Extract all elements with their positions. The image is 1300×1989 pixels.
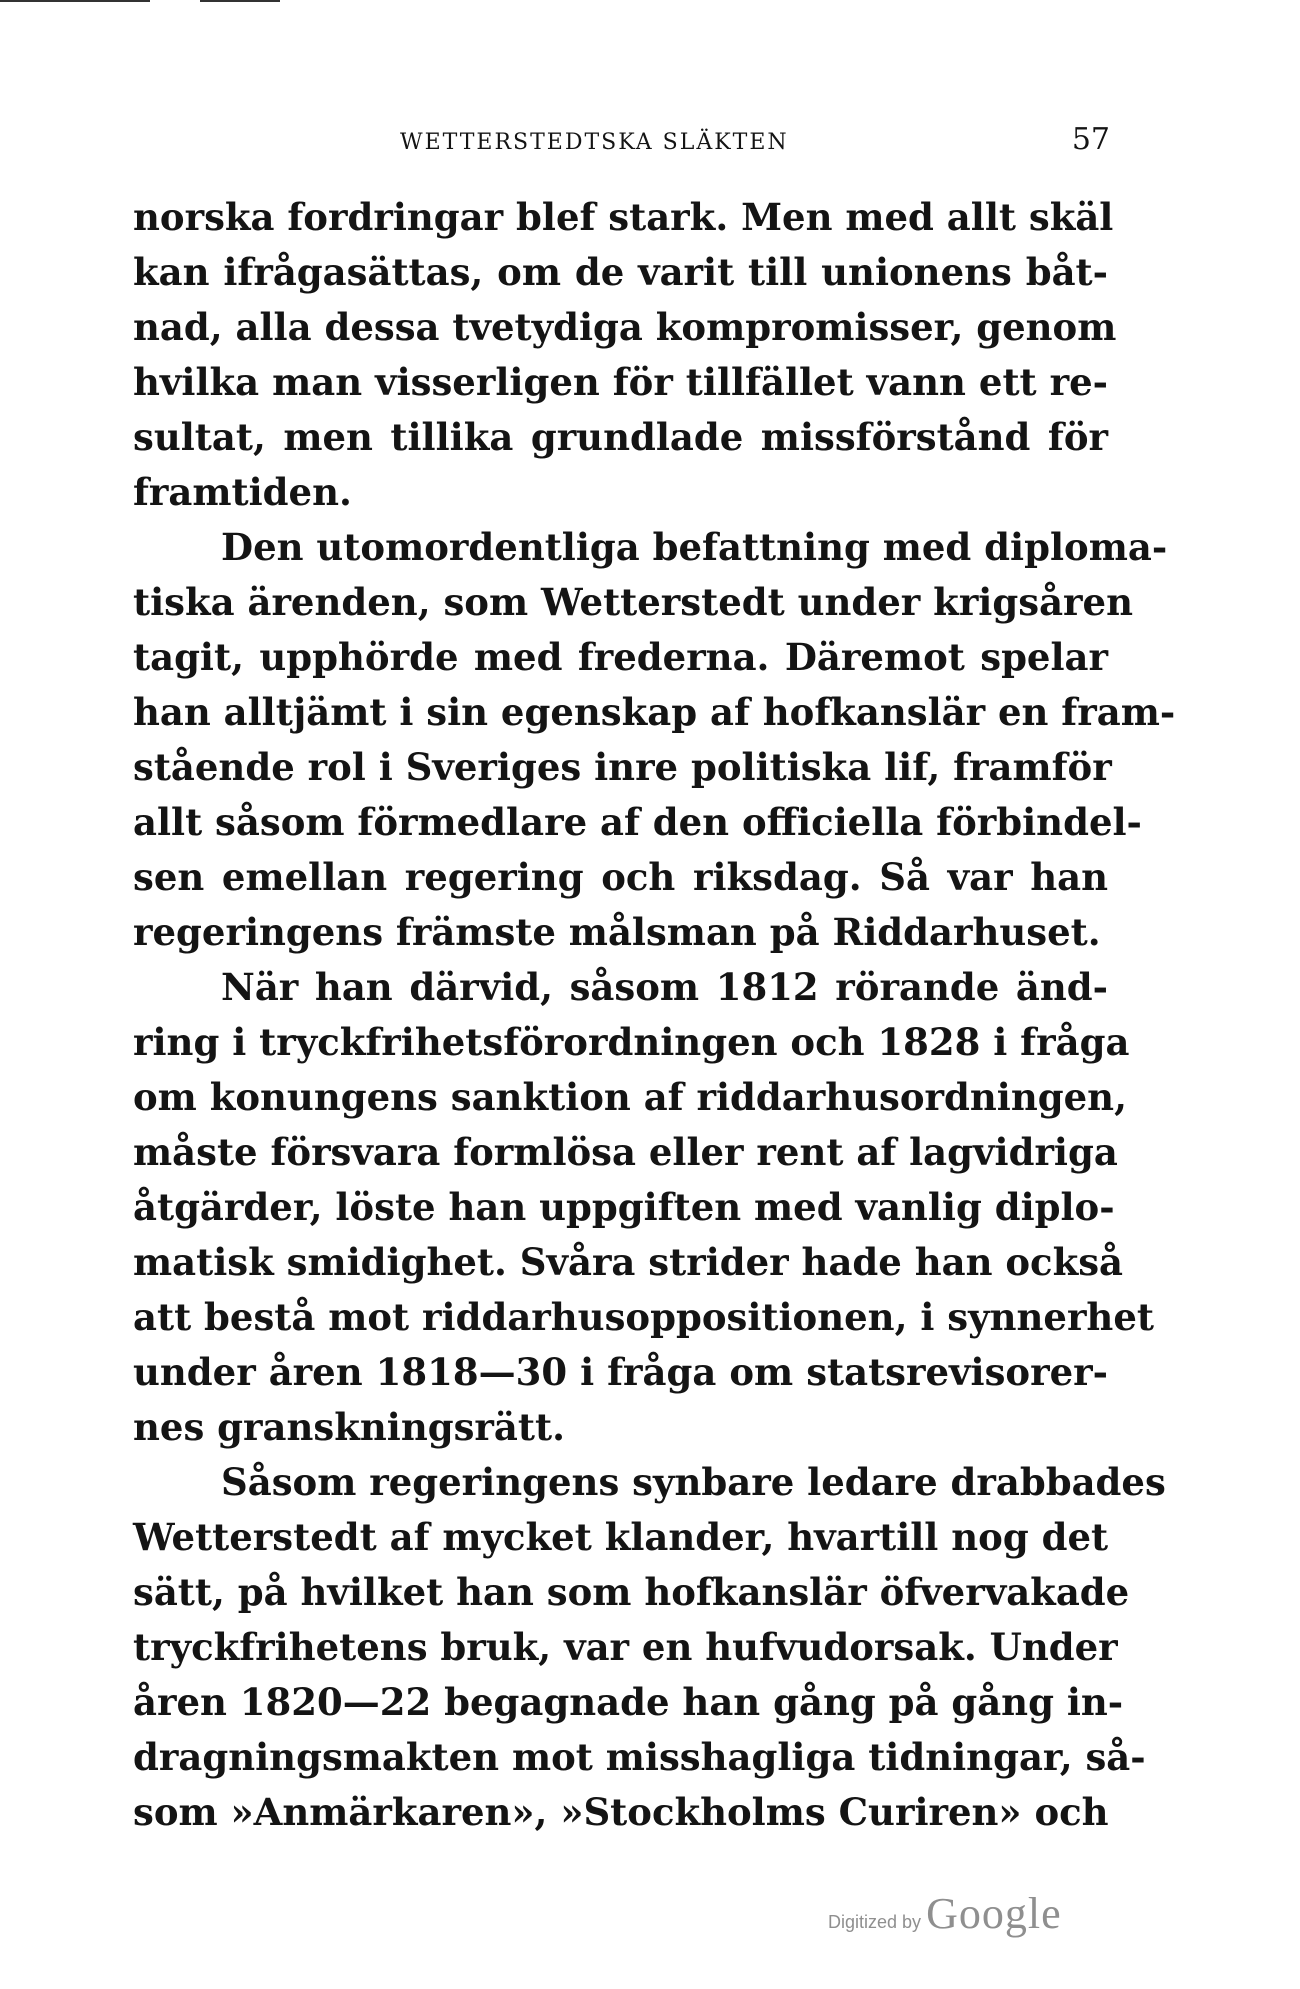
body-text bbox=[133, 190, 1176, 1840]
text-line: måste försvara formlösa eller rent af lagvidriga bbox=[133, 1130, 1118, 1174]
scan-edge-mark bbox=[0, 0, 150, 2]
text-line: ring i tryckfrihetsförordningen och 1828 i fråga bbox=[133, 1020, 1130, 1064]
text-line: stående rol i Sveriges inre politiska lif, framför bbox=[133, 745, 1112, 789]
text-line: tagit, upphörde med frederna. Däremot spelar bbox=[133, 635, 1108, 679]
text-line: regeringens främste målsman på Riddarhuset. bbox=[133, 910, 1101, 954]
text-line: allt såsom förmedlare af den officiella förbindel- bbox=[133, 800, 1142, 844]
running-header bbox=[135, 122, 1110, 162]
text-line: sultat, men tillika grundlade missförstånd för bbox=[133, 415, 1108, 459]
text-line: tryckfrihetens bruk, var en hufvudorsak. Under bbox=[133, 1625, 1118, 1669]
text-line: Såsom regeringens synbare ledare drabbades bbox=[221, 1460, 1166, 1504]
text-line: om konungens sanktion af riddarhusordningen, bbox=[133, 1075, 1127, 1119]
text-line: att bestå mot riddarhusoppositionen, i synnerhet bbox=[133, 1295, 1154, 1339]
watermark-brand-logo: Google bbox=[926, 1889, 1062, 1938]
text-line: När han därvid, såsom 1812 rörande änd- bbox=[221, 965, 1108, 1009]
watermark-prefix: Digitized by bbox=[828, 1912, 922, 1932]
text-line: sen emellan regering och riksdag. Så var han bbox=[133, 855, 1108, 899]
scan-edge-mark bbox=[200, 0, 280, 2]
text-line: norska fordringar blef stark. Men med allt skäl bbox=[133, 195, 1114, 239]
digitized-watermark bbox=[828, 1888, 1062, 1948]
text-line: kan ifrågasättas, om de varit till unionens båt- bbox=[133, 250, 1108, 294]
text-line: dragningsmakten mot misshagliga tidningar, så- bbox=[133, 1735, 1146, 1779]
text-line: framtiden. bbox=[133, 470, 352, 514]
paragraph bbox=[133, 1455, 1166, 1840]
running-title: WETTERSTEDTSKA SLÄKTEN bbox=[400, 130, 789, 155]
text-line: som »Anmärkaren», »Stockholms Curiren» och bbox=[133, 1790, 1109, 1834]
text-line: han alltjämt i sin egenskap af hofkanslär en fram- bbox=[133, 690, 1176, 734]
paragraph bbox=[133, 960, 1154, 1455]
text-line: Wetterstedt af mycket klander, hvartill nog det bbox=[133, 1515, 1109, 1559]
text-line: nad, alla dessa tvetydiga kompromisser, genom bbox=[133, 305, 1117, 349]
text-line: matisk smidighet. Svåra strider hade han också bbox=[133, 1240, 1124, 1284]
text-line: hvilka man visserligen för tillfället vann ett re- bbox=[133, 360, 1108, 404]
text-line: tiska ärenden, som Wetterstedt under krigsåren bbox=[133, 580, 1133, 624]
paragraph bbox=[133, 520, 1176, 960]
paragraph bbox=[133, 190, 1117, 520]
text-line: sätt, på hvilket han som hofkanslär öfvervakade bbox=[133, 1570, 1130, 1614]
page-number: 57 bbox=[1071, 122, 1110, 157]
text-line: under åren 1818—30 i fråga om statsrevisorer- bbox=[133, 1350, 1108, 1394]
text-line: åtgärder, löste han uppgiften med vanlig diplo- bbox=[133, 1185, 1115, 1229]
text-line: åren 1820—22 begagnade han gång på gång in- bbox=[133, 1680, 1124, 1724]
text-line: nes granskningsrätt. bbox=[133, 1405, 565, 1449]
text-line: Den utomordentliga befattning med diploma- bbox=[221, 525, 1168, 569]
